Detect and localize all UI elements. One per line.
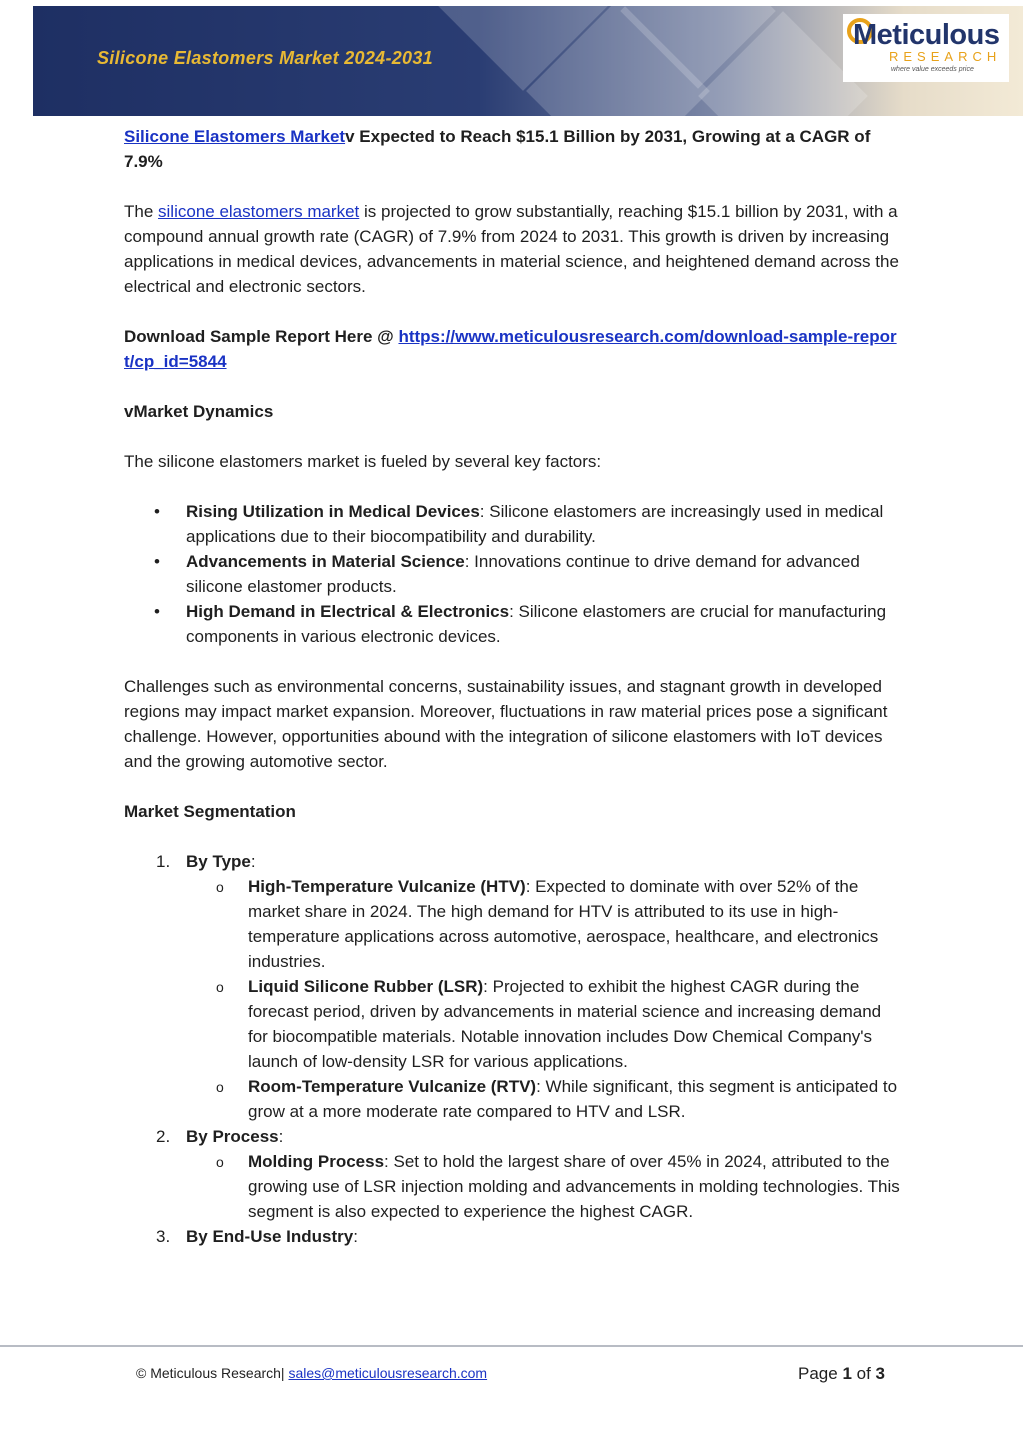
list-item-text: : While significant, this segment is anticipated to grow at a more moderate rate compared to HTV and LSR.	[248, 1077, 898, 1121]
dynamics-heading: vMarket Dynamics	[124, 402, 274, 421]
circle-bullet-icon: o	[216, 1079, 224, 1095]
segment-number: 3.	[156, 1227, 171, 1246]
page-number	[798, 1364, 885, 1384]
list-item-title: Advancements in Material Science	[186, 552, 465, 571]
segment-sublist	[186, 1149, 904, 1224]
download-label: Download Sample Report Here @	[124, 327, 399, 346]
intro-paragraph	[124, 199, 904, 299]
segment-group	[156, 1224, 904, 1249]
footer-copyright	[136, 1365, 487, 1381]
logo-tagline: where value exceeds price	[891, 66, 974, 73]
document-body	[124, 124, 904, 1249]
list-item-title: Liquid Silicone Rubber (LSR)	[248, 977, 484, 996]
list-item-text: : Silicone elastomers are increasingly used in medical applications due to their biocompatibility and durability.	[186, 502, 884, 546]
segment-title: By Process	[186, 1127, 279, 1146]
list-item	[216, 1149, 904, 1224]
logo-subtitle: RESEARCH	[889, 49, 1002, 64]
list-item-text: : Innovations continue to drive demand for advanced silicone elastomer products.	[186, 552, 860, 596]
intro-text-end: is projected to grow substantially, reaching $15.1 billion by 2031, with a compound annual growth rate (CAGR) of 7.9% from 2024 to 2031. This growth is driven by increasing applications in medical devices, advancements in material science, and heightened demand across the electrical and electronic sectors.	[124, 202, 899, 296]
headline-text: v Expected to Reach $15.1 Billion by 2031, Growing at a CAGR of 7.9%	[124, 127, 871, 171]
list-item-text: : Expected to dominate with over 52% of the market share in 2024. The high demand for HTV is attributed to its use in high-temperature applications across automotive, aerospace, healthcare, and electronics industries.	[248, 877, 879, 971]
page-total: 3	[875, 1364, 885, 1383]
segment-number: 1.	[156, 852, 171, 871]
email-link[interactable]: sales@meticulousresearch.com	[288, 1365, 488, 1381]
intro-link[interactable]: silicone elastomers market	[158, 202, 360, 221]
dynamics-intro: The silicone elastomers market is fueled by several key factors:	[124, 452, 602, 471]
list-item	[216, 1074, 904, 1124]
list-item-title: High-Temperature Vulcanize (HTV)	[248, 877, 526, 896]
header-banner	[33, 6, 1023, 116]
footer-divider	[0, 1345, 1023, 1347]
list-item-title: High Demand in Electrical & Electronics	[186, 602, 510, 621]
headline-link[interactable]: Silicone Elastomers Market	[124, 127, 346, 146]
headline	[124, 124, 904, 174]
segment-sublist	[186, 874, 904, 1124]
download-link[interactable]: https://www.meticulousresearch.com/download-sample-report/cp_id=5844	[124, 327, 897, 371]
segmentation-heading: Market Segmentation	[124, 802, 296, 821]
dynamics-list	[124, 499, 904, 649]
bullet-icon: •	[154, 502, 160, 521]
download-line	[124, 324, 904, 374]
circle-bullet-icon: o	[216, 979, 224, 995]
list-item-title: Room-Temperature Vulcanize (RTV)	[248, 1077, 537, 1096]
segment-colon: :	[278, 1127, 284, 1146]
list-item-text: : Projected to exhibit the highest CAGR during the forecast period, driven by advancements in material science and increasing demand for biocompatible materials. Notable innovation includes Dow Chemical Company's launch of low-density LSR for various applications.	[248, 977, 882, 1071]
logo-wordmark: Meticulous	[853, 19, 1000, 51]
segment-number: 2.	[156, 1127, 171, 1146]
copyright-text: © Meticulous Research|	[136, 1365, 289, 1381]
list-item-text: : Silicone elastomers are crucial for manufacturing components in various electronic devices.	[186, 602, 887, 646]
circle-bullet-icon: o	[216, 1154, 224, 1170]
segment-group	[156, 1124, 904, 1224]
page-current: 1	[842, 1364, 852, 1383]
page-label: Page	[798, 1364, 843, 1383]
page-of-label: of	[851, 1364, 876, 1383]
challenges-paragraph: Challenges such as environmental concerns, sustainability issues, and stagnant growth in developed regions may impact market expansion. Moreover, fluctuations in raw material prices pose a significant challenge. However, opportunities abound with the integration of silicone elastomers with IoT devices and the growing automotive sector.	[124, 677, 888, 771]
segment-title: By Type	[186, 852, 251, 871]
list-item-title: Molding Process	[248, 1152, 385, 1171]
circle-bullet-icon: o	[216, 879, 224, 895]
company-logo	[843, 14, 1009, 82]
list-item	[216, 874, 904, 974]
list-item	[216, 974, 904, 1074]
segment-title: By End-Use Industry	[186, 1227, 354, 1246]
list-item	[154, 549, 904, 599]
segment-colon: :	[250, 852, 256, 871]
segment-group	[156, 849, 904, 1124]
list-item	[154, 499, 904, 549]
list-item-title: Rising Utilization in Medical Devices	[186, 502, 480, 521]
segment-colon: :	[353, 1227, 358, 1246]
list-item	[154, 599, 904, 649]
document-header-title: Silicone Elastomers Market 2024-2031	[97, 48, 433, 68]
segmentation-list	[124, 849, 904, 1249]
list-item-text: : Set to hold the largest share of over 45% in 2024, attributed to the growing use of LSR injection molding and advancements in molding technologies. This segment is also expected to experience the highest CAGR.	[248, 1152, 900, 1221]
bullet-icon: •	[154, 602, 160, 621]
bullet-icon: •	[154, 552, 160, 571]
intro-text-start: The	[124, 202, 159, 221]
